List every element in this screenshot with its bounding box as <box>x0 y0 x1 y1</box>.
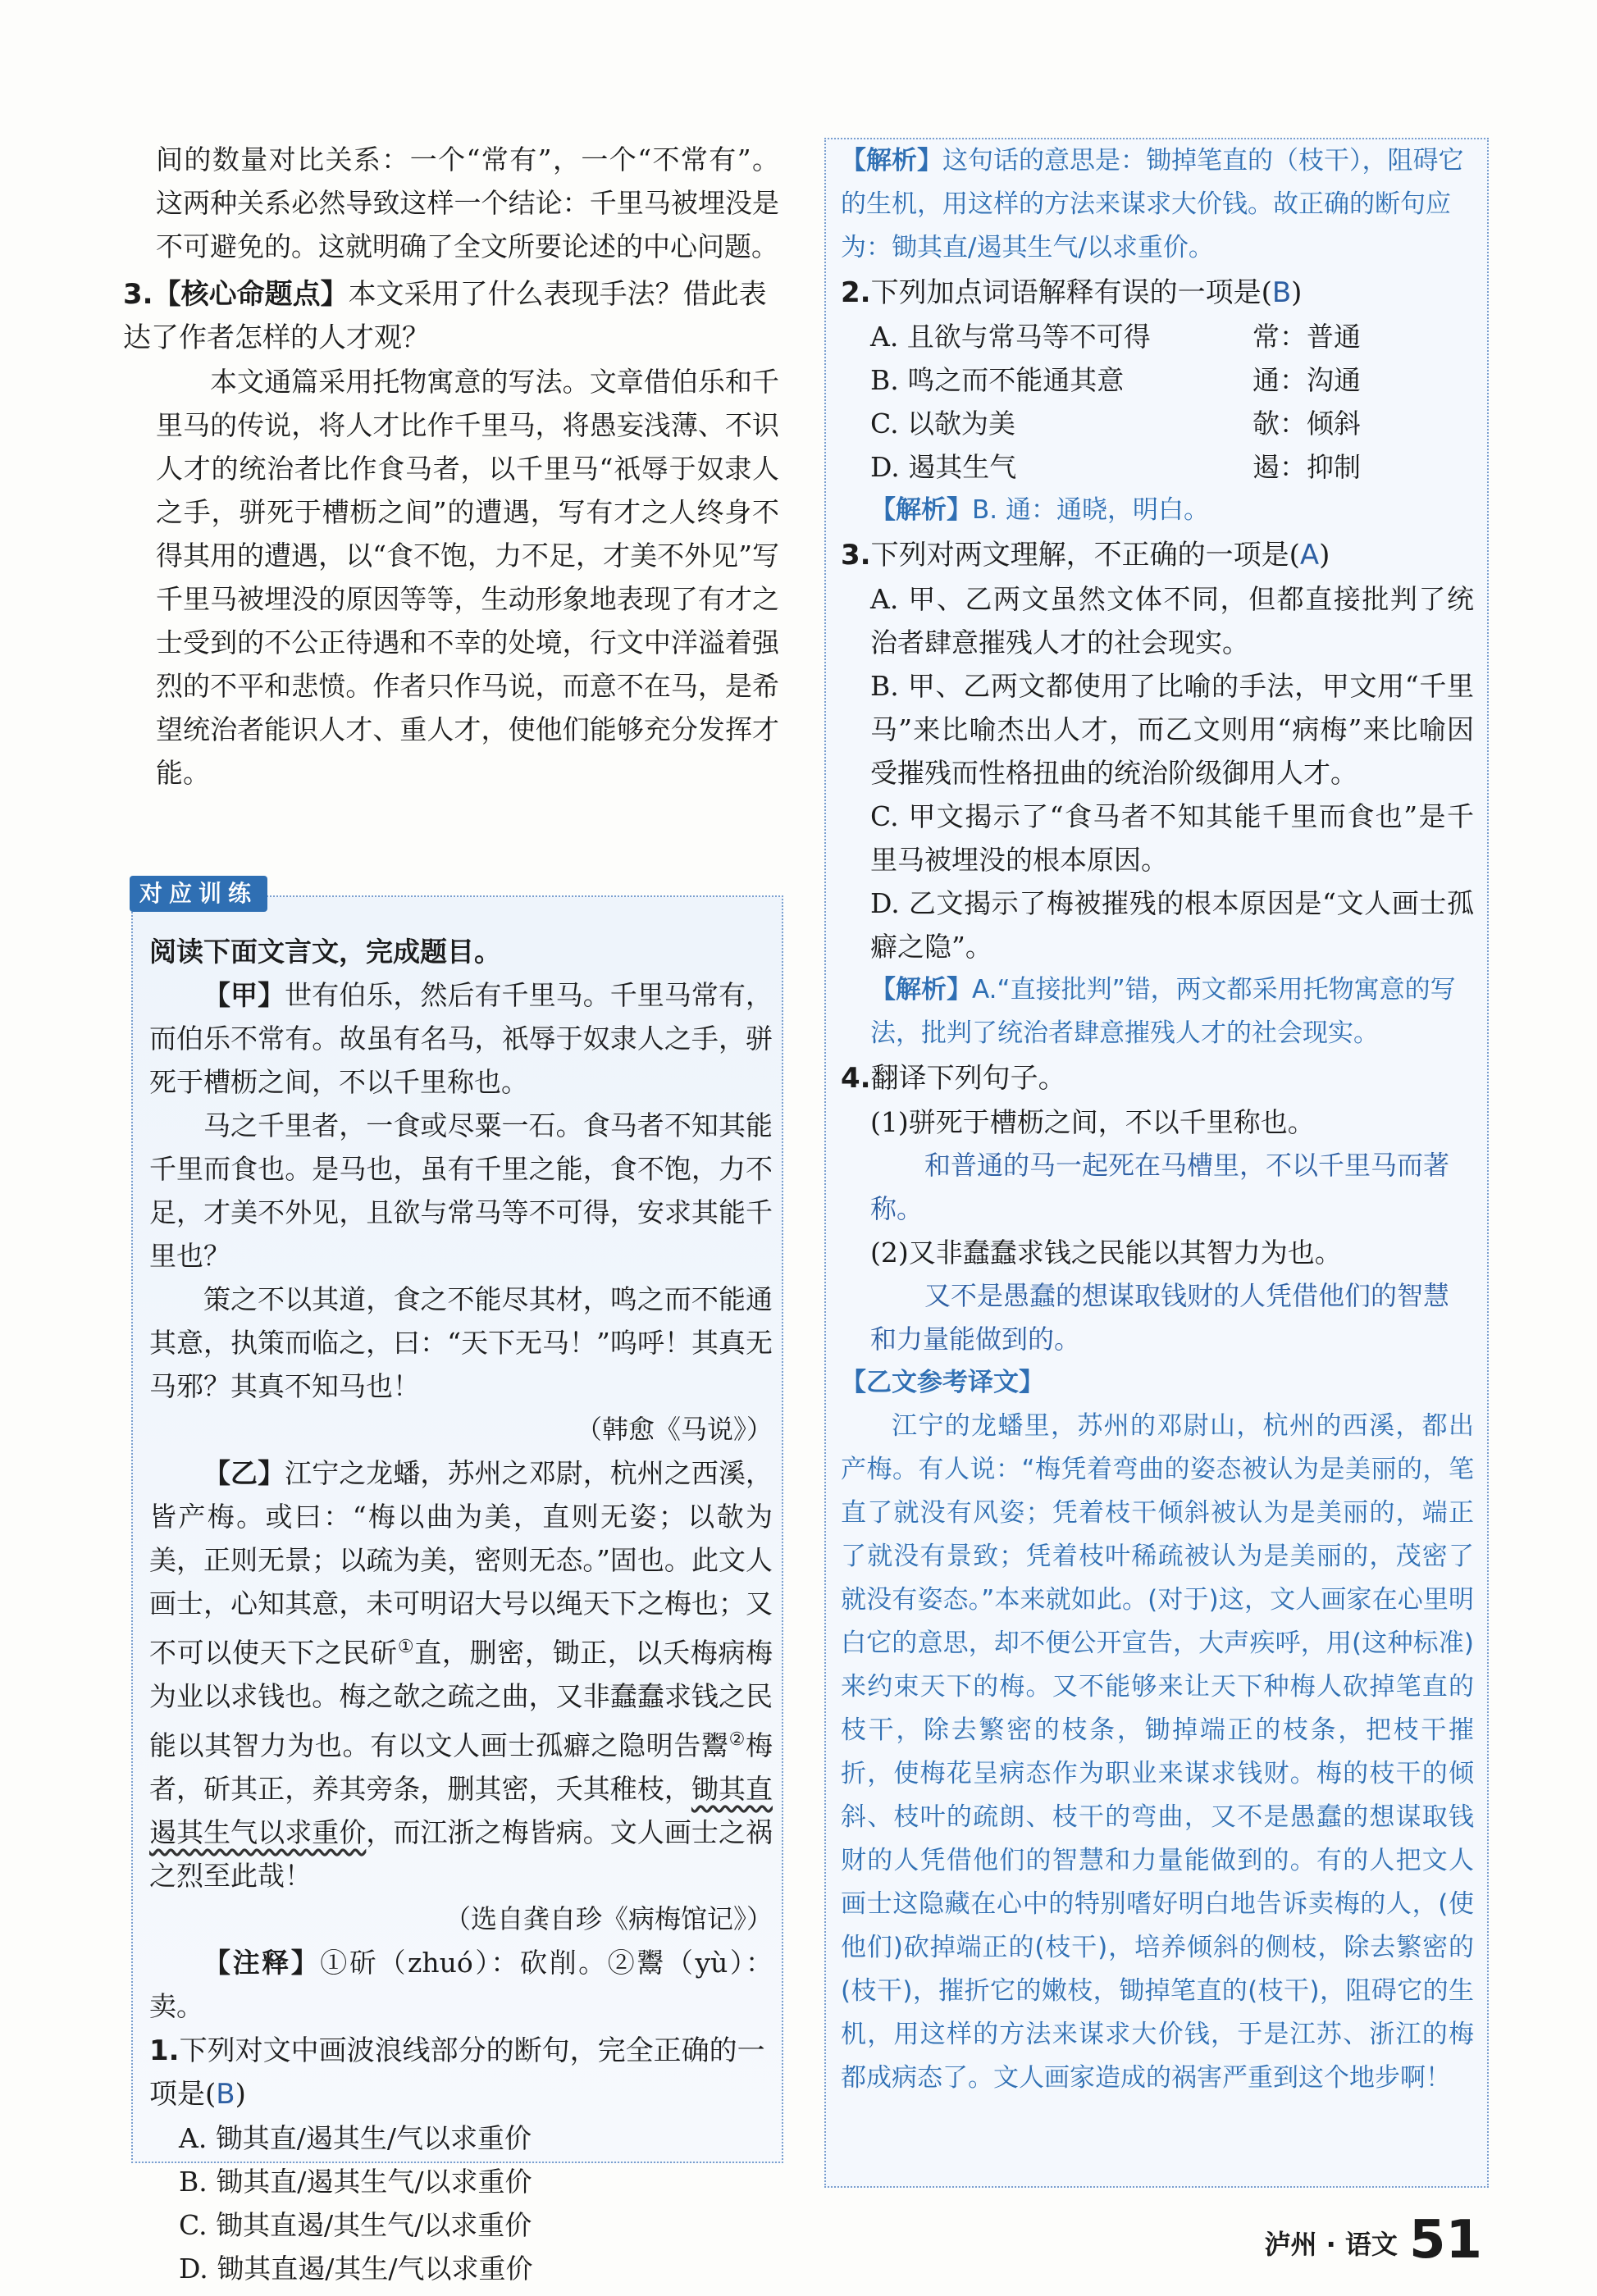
jia-label: 【甲】 <box>203 979 285 1011</box>
exercise-content <box>149 930 773 2290</box>
exercise-q1-stem <box>149 2029 773 2116</box>
q3-number: 3. <box>841 539 871 572</box>
q4-text: 翻译下列句子。 <box>870 1062 1066 1095</box>
yi-text-c: 梅者，斫其正，养其旁条，删其密，夭其稚枝， <box>149 1729 773 1805</box>
yi-text-d: ，而江浙之梅皆病。文人画士之祸之烈至此哉！ <box>149 1816 773 1892</box>
q2-option-b-gloss: 通：沟通 <box>1253 364 1361 396</box>
exercise-q1-close: ) <box>235 2078 246 2111</box>
jia-paragraph-3: 策之不以其道，食之不能尽其材，鸣之而不能通其意，执策而临之，曰：“天下无马！”呜呼！其真无马邪？其真不知马也！ <box>149 1283 773 1402</box>
yi-paragraph <box>149 1451 773 1897</box>
q4-sentence-1: (1)骈死于槽枥之间，不以千里称也。 <box>870 1106 1315 1138</box>
exercise-intro: 阅读下面文言文，完成题目。 <box>149 936 501 968</box>
q3-analysis-text: A.“直接批判”错，两文都采用托物寓意的写法，批判了统治者肆意摧残人才的社会现实。 <box>870 975 1456 1048</box>
yi-label: 【乙】 <box>203 1457 285 1489</box>
exercise-q1-option-d: D. 锄其直遏/其生/气以求重价 <box>179 2253 533 2285</box>
q2-option-a <box>841 315 1474 358</box>
q4-answer-1: 和普通的马一起死在马槽里，不以千里马而著称。 <box>870 1150 1450 1224</box>
q3-text: 下列对两文理解，不正确的一项是( <box>870 539 1300 572</box>
q2-option-a-gloss: 常：普通 <box>1253 321 1361 353</box>
exercise-box <box>131 895 783 2285</box>
q2-answer: B <box>1271 276 1292 309</box>
q2-option-c-text: C. 以欹为美 <box>870 408 1016 440</box>
q1-analysis-label: 【解析】 <box>841 146 942 175</box>
q3-analysis-label: 【解析】 <box>870 975 972 1004</box>
footer-label: 泸州 · 语文 <box>1264 2229 1398 2260</box>
exercise-q1-option-b: B. 锄其直/遏其生气/以求重价 <box>179 2166 532 2198</box>
yi-note-2-marker: ② <box>728 1729 746 1750</box>
yi-note-1-marker: ① <box>397 1637 415 1657</box>
q2-option-d-text: D. 遏其生气 <box>870 451 1017 483</box>
page-footer <box>1264 2210 1482 2271</box>
q4-answer-2: 又不是愚蠢的想谋取钱财的人凭借他们的智慧和力量能做到的。 <box>870 1280 1450 1355</box>
reference-translation-text: 江宁的龙蟠里，苏州的邓尉山，杭州的西溪，都出产梅。有人说：“梅凭着弯曲的姿态被认为是美丽的，笔直了就没有风姿；凭着枝干倾斜被认为是美丽的，端正了就没有景致；凭着枝叶稀疏被认为是美丽的，茂密了就没有姿态。”本来就如此。(对于)这，文人画家在心里明白它的意思，却不便公开宣告，大声疾呼，用(这种标准)来约束天下的梅。又不能够来让天下种梅人砍掉笔直的枝干，除去繁密的枝条，锄掉端正的枝条，把枝干摧折，使梅花呈病态作为职业来谋求钱财。梅的枝干的倾斜、枝叶的疏朗、枝干的弯曲，又不是愚蠢的想谋取钱财的人凭借他们的智慧和力量能做到的。有的人把文人画士这隐藏在心中的特别嗜好明白地告诉卖梅的人，(使他们)砍掉端正的(枝干)，培养倾斜的侧枝，除去繁密的(枝干)，摧折它的嫩枝，锄掉笔直的(枝干)，阻碍它的生机，用这样的方法来谋求大价钱，于是江苏、浙江的梅都成病态了。文人画家造成的祸害严重到这个地步啊！ <box>841 1411 1474 2093</box>
question-3-number: 3. <box>123 278 153 311</box>
reference-translation-label: 【乙文参考译文】 <box>841 1368 1044 1397</box>
q2-option-d-gloss: 遏：抑制 <box>1253 451 1361 483</box>
left-column <box>123 138 779 795</box>
yi-source: （选自龚自珍《病梅馆记》） <box>444 1903 773 1934</box>
jia-source: （韩愈《马说》） <box>575 1414 773 1445</box>
yi-wavy-sentence: 锄其直遏其生气以求重价 <box>149 1773 773 1848</box>
reference-translation <box>841 1361 1474 2100</box>
notes-text: ①斫（zhuó）：砍削。②鬻（yù）：卖。 <box>149 1947 773 2022</box>
jia-paragraph-2: 马之千里者，一食或尽粟一石。食马者不知其能千里而食也。是马也，虽有千里之能，食不饱，力不足，才美不外见，且欲与常马等不可得，安求其能千里也？ <box>149 1109 773 1272</box>
notes <box>149 1941 773 2028</box>
q2-analysis <box>841 489 1474 532</box>
question-3-answer: 本文通篇采用托物寓意的写法。文章借伯乐和千里马的传说，将人才比作千里马，将愚妄浅薄、不识人才的统治者比作食马者，以千里马“祇辱于奴隶人之手，骈死于槽枥之间”的遭遇，写有才之人终身不得其用的遭遇，以“食不饱，力不足，才美不外见”写千里马被埋没的原因等等，生动形象地表现了有才之士受到的不公正待遇和不幸的处境，行文中洋溢着强烈的不平和悲愤。作者只作马说，而意不在马，是希望统治者能识人才、重人才，使他们能够充分发挥才能。 <box>156 366 779 789</box>
right-answer-box <box>824 138 1489 2188</box>
q2-option-a-text: A. 且欲与常马等不可得 <box>870 321 1151 353</box>
q2-option-c-gloss: 欹：倾斜 <box>1253 408 1361 440</box>
q4-sentence-2: (2)又非蠢蠢求钱之民能以其智力为也。 <box>870 1237 1342 1269</box>
q2-stem <box>841 271 1474 315</box>
exercise-q1-option-c: C. 锄其直遏/其生气/以求重价 <box>179 2209 532 2241</box>
q3-option-c: C. 甲文揭示了“食马者不知其能千里而食也”是千里马被埋没的根本原因。 <box>870 800 1474 876</box>
q4-stem <box>841 1057 1474 1100</box>
exercise-q1-number: 1. <box>149 2034 180 2067</box>
exercise-q1-answer: B <box>216 2078 235 2111</box>
q3-option-a: A. 甲、乙两文虽然文体不同，但都直接批判了统治者肆意摧残人才的社会现实。 <box>870 583 1474 658</box>
page-number: 51 <box>1408 2210 1482 2271</box>
jia-text-1: 世有伯乐，然后有千里马。千里马常有，而伯乐不常有。故虽有名马，祇辱于奴隶人之手，骈死于槽枥之间，不以千里称也。 <box>149 979 773 1098</box>
q2-number: 2. <box>841 276 871 309</box>
q2-option-c <box>841 402 1474 445</box>
q2-analysis-label: 【解析】 <box>870 495 972 525</box>
q2-text: 下列加点词语解释有误的一项是( <box>870 276 1272 309</box>
q3-option-d: D. 乙文揭示了梅被摧残的根本原因是“文人画士孤癖之隐”。 <box>870 887 1474 963</box>
right-content <box>841 139 1474 2100</box>
exercise-badge: 对应训练 <box>130 876 267 912</box>
q4-number: 4. <box>841 1062 871 1095</box>
q3-option-b: B. 甲、乙两文都使用了比喻的手法，甲文用“千里马”来比喻杰出人才，而乙文则用“病梅”来比喻因受摧残而性格扭曲的统治阶级御用人才。 <box>870 670 1474 789</box>
q2-analysis-text: B. 通：通晓，明白。 <box>972 495 1209 525</box>
q3-stem <box>841 534 1474 577</box>
question-3-stem <box>123 273 779 360</box>
q3-answer: A <box>1299 539 1320 572</box>
yi-text-a: 江宁之龙蟠，苏州之邓尉，杭州之西溪，皆产梅。或曰：“梅以曲为美，直则无姿；以欹为美，正则无景；以疏为美，密则无态。”固也。此文人画士，心知其意，未可明诏大号以绳天下之梅也；又不可以使天下之民斫 <box>149 1457 773 1669</box>
q1-analysis-text: 这句话的意思是：锄掉笔直的（枝干），阻碍它的生机，用这样的方法来谋求大价钱。故正确的断句应为：锄其直/遏其生气/以求重价。 <box>841 146 1464 262</box>
q2-option-b <box>841 358 1474 402</box>
yi-text-b: 直，删密，锄正，以夭梅病梅为业以求钱也。梅之欹之疏之曲，又非蠢蠢求钱之民能以其智力为也。有以文人画士孤癖之隐明告鬻 <box>149 1637 773 1761</box>
q2-option-b-text: B. 鸣之而不能通其意 <box>870 364 1125 396</box>
q3-analysis <box>841 968 1474 1055</box>
exercise-q1-text: 下列对文中画波浪线部分的断句，完全正确的一项是( <box>149 2034 765 2111</box>
q2-option-d <box>841 445 1474 489</box>
q3-close: ) <box>1319 539 1330 572</box>
q2-close: ) <box>1291 276 1303 309</box>
question-3-text: 本文采用了什么表现手法？借此表达了作者怎样的人才观？ <box>123 278 767 354</box>
notes-label: 【注释】 <box>203 1947 321 1979</box>
exercise-q1-option-a: A. 锄其直/遏其生/气以求重价 <box>179 2122 532 2154</box>
question-3-tag: 【核心命题点】 <box>153 278 349 311</box>
q1-analysis <box>841 139 1474 270</box>
intro-paragraph: 间的数量对比关系：一个“常有”，一个“不常有”。这两种关系必然导致这样一个结论：千里马被埋没是不可避免的。这就明确了全文所要论述的中心问题。 <box>156 144 779 262</box>
jia-paragraph-1 <box>149 973 773 1104</box>
